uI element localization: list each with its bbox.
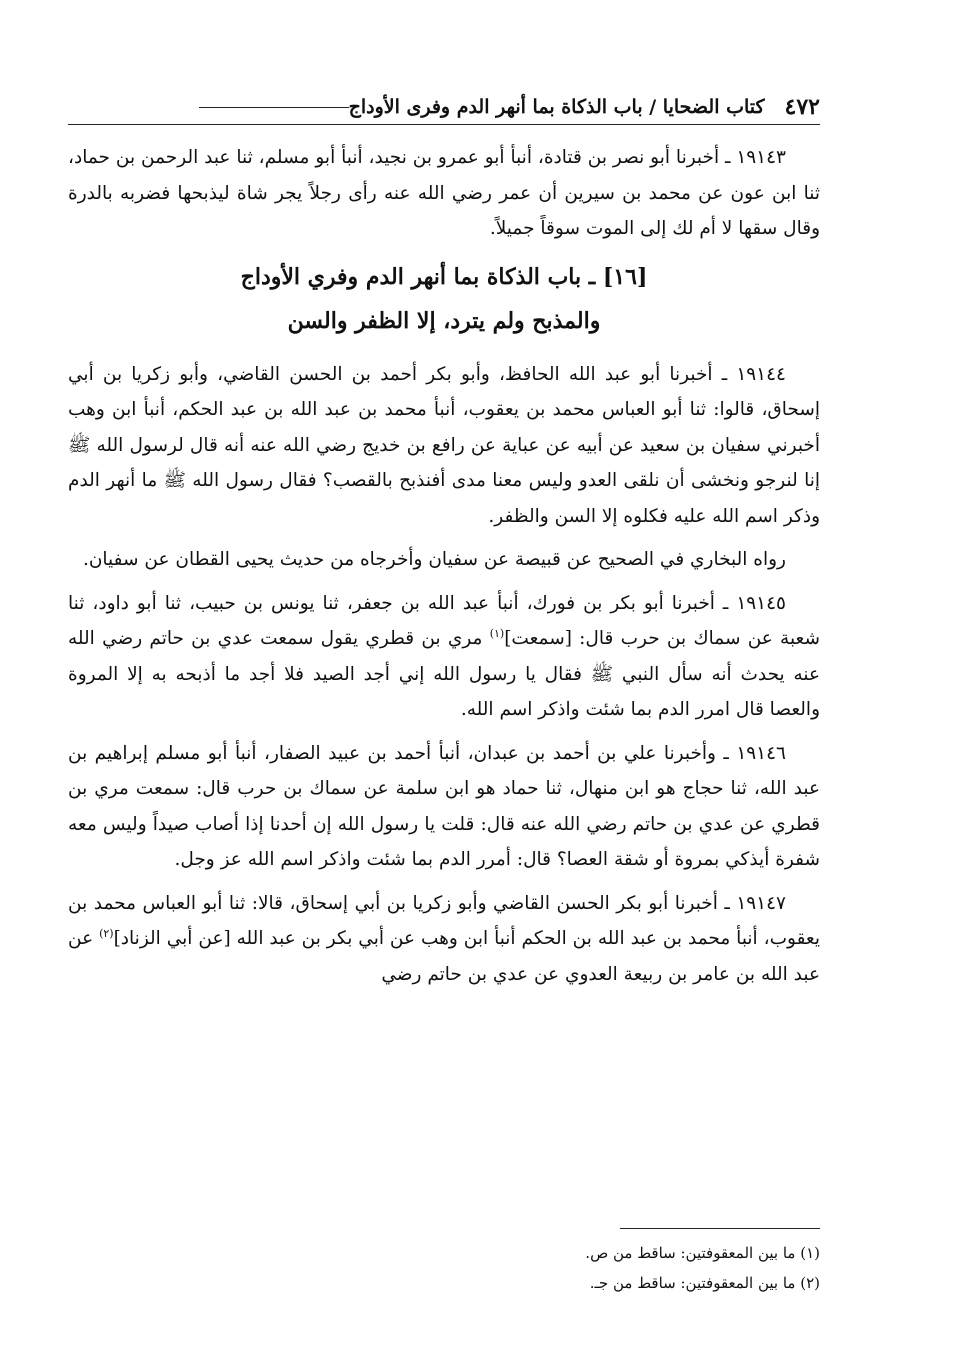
paragraph-19145-part1: ١٩١٤٥ ـ أخبرنا أبو بكر بن فورك، أنبأ عبد الله بن جعفر، ثنا يونس بن حبيب، ثنا أبو داود، ثنا شعبة عن سماك بن حرب قال: [سمعت] <box>68 592 820 649</box>
paragraph-19147 <box>68 886 820 993</box>
paragraph-19147-part2: عن عبد الله بن عامر بن ربيعة العدوي عن عدي بن حاتم رضي <box>68 928 820 985</box>
body-text <box>68 140 820 1000</box>
running-header <box>68 90 820 125</box>
chapter-heading-line-2: والمذبح ولم يترد، إلا الظفر والسن <box>287 307 601 334</box>
paragraph-19146: ١٩١٤٦ ـ وأخبرنا علي بن أحمد بن عبدان، أنبأ أحمد بن عبيد الصفار، أنبأ أبو مسلم إبراهيم بن عبد الله، ثنا حجاج هو ابن منهال، ثنا حماد هو ابن سلمة عن سماك بن حرب قال: سمعت مري بن قطري عن عدي بن حاتم رضي الله عنه قال: قلت يا رسول الله إن أحدنا إذا أصاب صيداً وليس معه شفرة أيذكي بمروة أو شقة العصا؟ قال: أمرر الدم بما شئت واذكر اسم الله عز وجل. <box>68 742 820 870</box>
footnote-2: (٢) ما بين المعقوفتين: ساقط من جـ. <box>589 1274 820 1292</box>
chapter-heading-line-1: [١٦] ـ باب الذكاة بما أنهر الدم وفري الأوداج <box>240 263 648 290</box>
footnote-separator <box>620 1228 820 1229</box>
book-page <box>68 0 820 1368</box>
footnote-1: (١) ما بين المعقوفتين: ساقط من ص. <box>585 1244 820 1262</box>
paragraph-19145 <box>68 586 820 728</box>
footnote-ref-2[interactable]: (٢) <box>99 926 114 940</box>
paragraph-bukhari-note: رواه البخاري في الصحيح عن قبيصة عن سفيان وأخرجاه من حديث يحيى القطان عن سفيان. <box>82 549 786 570</box>
paragraph-19145-part2: مري بن قطري يقول سمعت عدي بن حاتم رضي الله عنه يحدث أنه سأل النبي ﷺ فقال يا رسول الله إني أجد الصيد فلا أجد ما أذبحه به إلا المروة والعصا قال امرر الدم بما شئت واذكر اسم الله. <box>68 628 820 720</box>
header-rule <box>199 107 349 108</box>
chapter-heading <box>68 255 820 343</box>
footnote-ref-1[interactable]: (١) <box>489 626 505 640</box>
paragraph-19143: ١٩١٤٣ ـ أخبرنا أبو نصر بن قتادة، أنبأ أبو عمرو بن نجيد، أنبأ أبو مسلم، ثنا عبد الرحمن بن حماد، ثنا ابن عون عن محمد بن سيرين أن عمر رضي الله عنه رأى رجلاً يجر شاة ليذبحها فضربه بالدرة وقال سقها لا أم لك إلى الموت سوقاً جميلاً. <box>68 147 820 239</box>
header-title: كتاب الضحايا / باب الذكاة بما أنهر الدم وفرى الأوداج <box>348 96 765 118</box>
paragraph-19147-part1: ١٩١٤٧ ـ أخبرنا أبو بكر الحسن القاضي وأبو زكريا بن أبي إسحاق، قالا: ثنا أبو العباس محمد بن يعقوب، أنبأ محمد بن عبد الله بن الحكم أنبأ ابن وهب عن أبي بكر بن عبد الله [عن أبي الزناد] <box>68 892 820 949</box>
footnotes <box>68 1238 820 1298</box>
page-number: ٤٧٢ <box>784 94 820 120</box>
paragraph-19144: ١٩١٤٤ ـ أخبرنا أبو عبد الله الحافظ، وأبو بكر أحمد بن الحسن القاضي، وأبو زكريا بن أبي إسحاق، قالوا: ثنا أبو العباس محمد بن يعقوب، أنبأ محمد بن عبد الله بن عبد الحكم، أنبأ ابن وهب أخبرني سفيان بن سعيد عن أبيه عن عباية عن رافع بن خديج رضي الله عنه أنه قال لرسول الله ﷺ إنا لنرجو ونخشى أن نلقى العدو وليس معنا مدى أفنذبح بالقصب؟ فقال رسول الله ﷺ ما أنهر الدم وذكر اسم الله عليه فكلوه إلا السن والظفر. <box>68 363 820 527</box>
